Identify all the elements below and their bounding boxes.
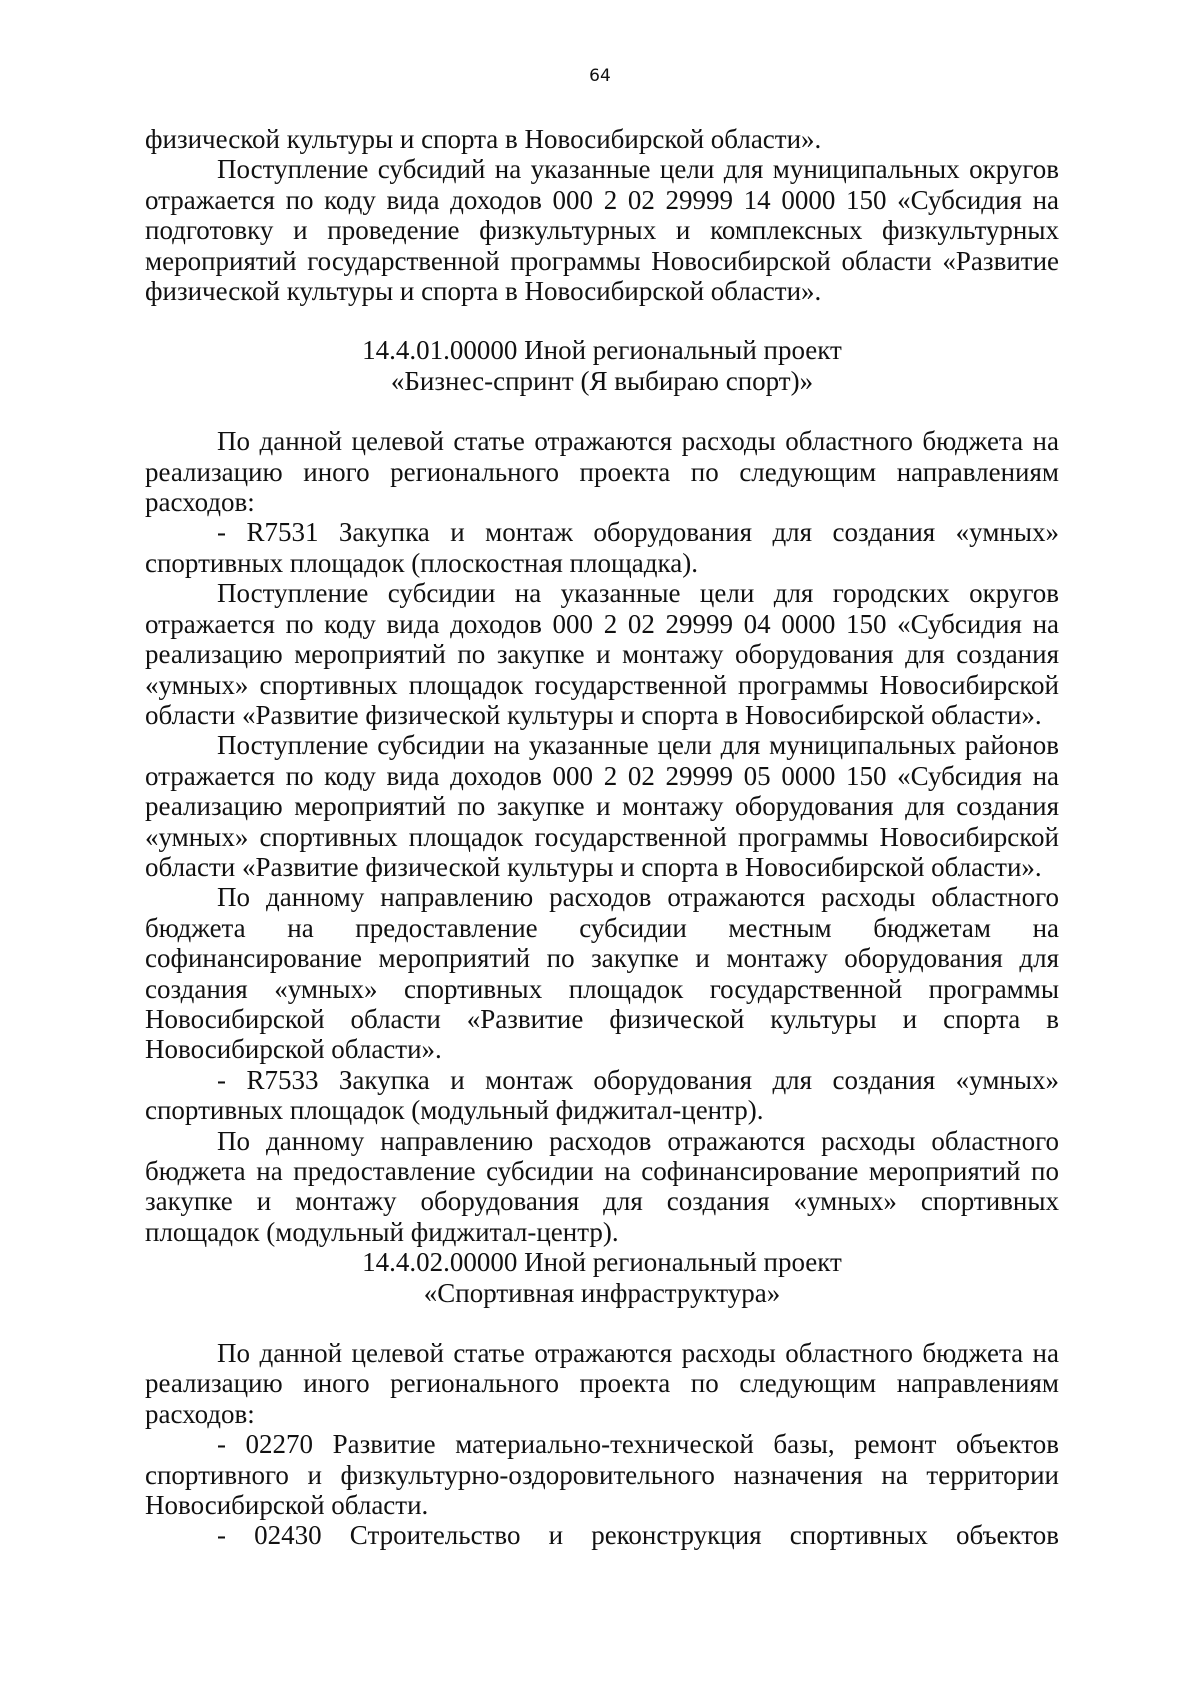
paragraph: Поступление субсидии на указанные цели для муниципальных районов отражается по коду вида доходов 000 2 02 29999 05 0000 150 «Субсидия на реализацию мероприятий по закупке и монтажу оборудования для создания «умных» спортивных площадок государственной программы Новосибирской области «Развитие физической культуры и спорта в Новосибирской области». — [145, 730, 1059, 882]
section-heading-line: «Спортивная инфраструктура» — [423, 1277, 781, 1308]
page-number: 64 — [589, 66, 611, 86]
section-heading-line: 14.4.01.00000 Иной региональный проект — [362, 335, 842, 366]
paragraph: - 02430 Строительство и реконструкция спортивных объектов — [217, 1520, 1059, 1551]
paragraph: По данному направлению расходов отражаются расходы областного бюджета на предоставление субсидии местным бюджетам на софинансирование мероприятий по закупке и монтажу оборудования для создания «умных» спортивных площадок государственной программы Новосибирской области «Развитие физической культуры и спорта в Новосибирской области». — [145, 882, 1059, 1065]
document-body — [145, 124, 1059, 1551]
paragraph: - R7531 Закупка и монтаж оборудования для создания «умных» спортивных площадок (плоскостная площадка). — [145, 517, 1059, 578]
section-heading-line: 14.4.02.00000 Иной региональный проект — [362, 1247, 842, 1278]
paragraph: физической культуры и спорта в Новосибирской области». — [145, 124, 822, 154]
paragraph: По данной целевой статье отражаются расходы областного бюджета на реализацию иного регионального проекта по следующим направлениям расходов: — [145, 426, 1059, 518]
paragraph: - R7533 Закупка и монтаж оборудования для создания «умных» спортивных площадок (модульный фиджитал-центр). — [145, 1064, 1059, 1126]
paragraph: Поступление субсидии на указанные цели для городских округов отражается по коду вида доходов 000 2 02 29999 04 0000 150 «Субсидия на реализацию мероприятий по закупке и монтажу оборудования для создания «умных» спортивных площадок государственной программы Новосибирской области «Развитие физической культуры и спорта в Новосибирской области». — [145, 578, 1059, 730]
section-heading — [145, 1247, 1059, 1308]
section-heading — [145, 335, 1059, 396]
paragraph: По данному направлению расходов отражаются расходы областного бюджета на предоставление субсидии на софинансирование мероприятий по закупке и монтажу оборудования для создания «умных» спортивных площадок (модульный фиджитал-центр). — [145, 1125, 1059, 1247]
paragraph: Поступление субсидий на указанные цели для муниципальных округов отражается по коду вида доходов 000 2 02 29999 14 0000 150 «Субсидия на подготовку и проведение физкультурных и комплексных физкультурных мероприятий государственной программы Новосибирской области «Развитие физической культуры и спорта в Новосибирской области». — [145, 154, 1059, 307]
paragraph: По данной целевой статье отражаются расходы областного бюджета на реализацию иного регионального проекта по следующим направлениям расходов: — [145, 1338, 1059, 1429]
section-heading-line: «Бизнес-спринт (Я выбираю спорт)» — [390, 365, 814, 396]
paragraph: - 02270 Развитие материально-технической базы, ремонт объектов спортивного и физкультурно-оздоровительного назначения на территории Новосибирской области. — [145, 1429, 1059, 1521]
